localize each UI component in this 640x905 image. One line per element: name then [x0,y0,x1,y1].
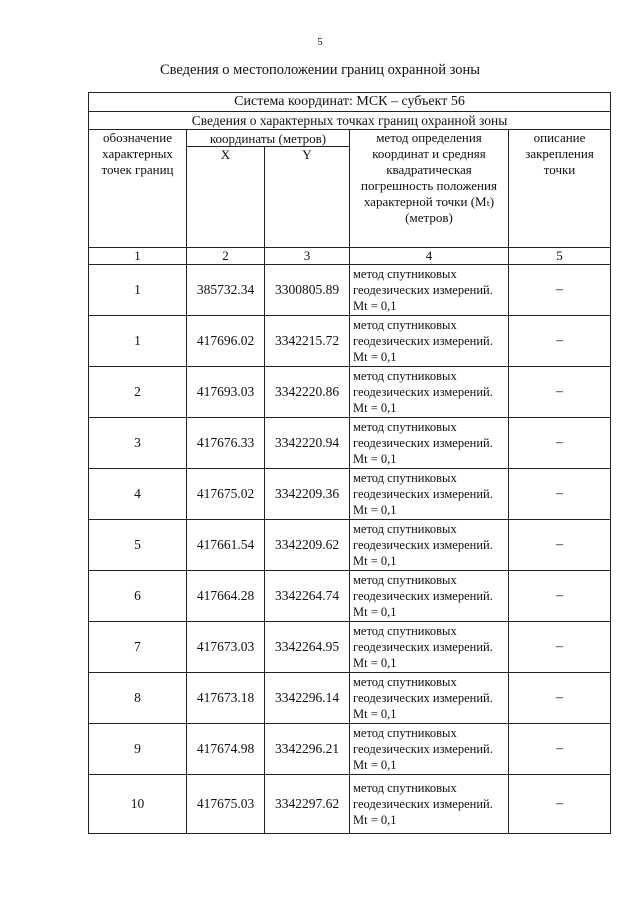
description-cell: – [509,622,611,673]
header-coordinates: координаты (метров) [187,130,350,147]
point-id: 9 [89,724,187,775]
table-row [89,673,611,724]
header-x: X [187,147,265,248]
point-id: 5 [89,520,187,571]
coord-y: 3342264.74 [265,571,350,622]
method-cell: метод спутниковых геодезических измерений. Mt = 0,1 [350,775,509,834]
method-cell: метод спутниковых геодезических измерений. Mt = 0,1 [350,469,509,520]
coord-y: 3300805.89 [265,265,350,316]
boundary-points-table [88,92,611,834]
point-id: 4 [89,469,187,520]
coord-y: 3342220.94 [265,418,350,469]
coord-y: 3342297.62 [265,775,350,834]
table-row [89,367,611,418]
description-cell: – [509,775,611,834]
header-point-designation: обозначение характерных точек границ [89,130,187,248]
point-id: 1 [89,265,187,316]
point-id: 10 [89,775,187,834]
column-number: 2 [187,248,265,265]
coord-x: 385732.34 [187,265,265,316]
point-id: 1 [89,316,187,367]
table-row [89,418,611,469]
header-y: Y [265,147,350,248]
description-cell: – [509,367,611,418]
header-method: метод определения координат и средняя квадратическая погрешность положения характерной точки (Mₜ) (метров) [350,130,509,248]
coordinate-system-header: Система координат: МСК – субъект 56 [89,93,611,112]
coord-x: 417693.03 [187,367,265,418]
column-header-row [89,130,611,147]
method-cell: метод спутниковых геодезических измерений. Mt = 0,1 [350,265,509,316]
page-title: Сведения о местоположении границ охранной зоны [159,62,480,78]
coord-y: 3342264.95 [265,622,350,673]
coord-y: 3342220.86 [265,367,350,418]
description-cell: – [509,673,611,724]
point-id: 3 [89,418,187,469]
method-cell: метод спутниковых геодезических измерений. Mt = 0,1 [350,520,509,571]
coord-x: 417664.28 [187,571,265,622]
point-id: 7 [89,622,187,673]
page-number: 5 [317,36,323,48]
point-id: 2 [89,367,187,418]
coord-y: 3342296.21 [265,724,350,775]
table-body [89,93,611,834]
coord-x: 417673.03 [187,622,265,673]
coord-y: 3342209.62 [265,520,350,571]
coord-y: 3342209.36 [265,469,350,520]
table-row [89,775,611,834]
table-row [89,622,611,673]
coord-y: 3342296.14 [265,673,350,724]
section-header-row [89,112,611,130]
method-cell: метод спутниковых геодезических измерений. Mt = 0,1 [350,367,509,418]
description-cell: – [509,469,611,520]
point-id: 8 [89,673,187,724]
table-row [89,571,611,622]
column-number: 3 [265,248,350,265]
table-row [89,469,611,520]
description-cell: – [509,265,611,316]
method-cell: метод спутниковых геодезических измерений. Mt = 0,1 [350,724,509,775]
method-cell: метод спутниковых геодезических измерений. Mt = 0,1 [350,571,509,622]
coord-x: 417696.02 [187,316,265,367]
coord-x: 417676.33 [187,418,265,469]
method-cell: метод спутниковых геодезических измерений. Mt = 0,1 [350,316,509,367]
method-cell: метод спутниковых геодезических измерений. Mt = 0,1 [350,673,509,724]
description-cell: – [509,316,611,367]
description-cell: – [509,520,611,571]
coord-x: 417675.03 [187,775,265,834]
column-number: 5 [509,248,611,265]
column-number-row [89,248,611,265]
table-row [89,316,611,367]
description-cell: – [509,571,611,622]
coord-y: 3342215.72 [265,316,350,367]
coord-x: 417673.18 [187,673,265,724]
coord-x: 417674.98 [187,724,265,775]
method-cell: метод спутниковых геодезических измерений. Mt = 0,1 [350,418,509,469]
method-cell: метод спутниковых геодезических измерений. Mt = 0,1 [350,622,509,673]
column-number: 4 [350,248,509,265]
table-row [89,520,611,571]
description-cell: – [509,724,611,775]
point-id: 6 [89,571,187,622]
section-header: Сведения о характерных точках границ охранной зоны [89,112,611,130]
header-description: описание закрепления точки [509,130,611,248]
table-row [89,724,611,775]
coord-x: 417661.54 [187,520,265,571]
coord-x: 417675.02 [187,469,265,520]
table-row [89,265,611,316]
system-header-row [89,93,611,112]
column-number: 1 [89,248,187,265]
description-cell: – [509,418,611,469]
